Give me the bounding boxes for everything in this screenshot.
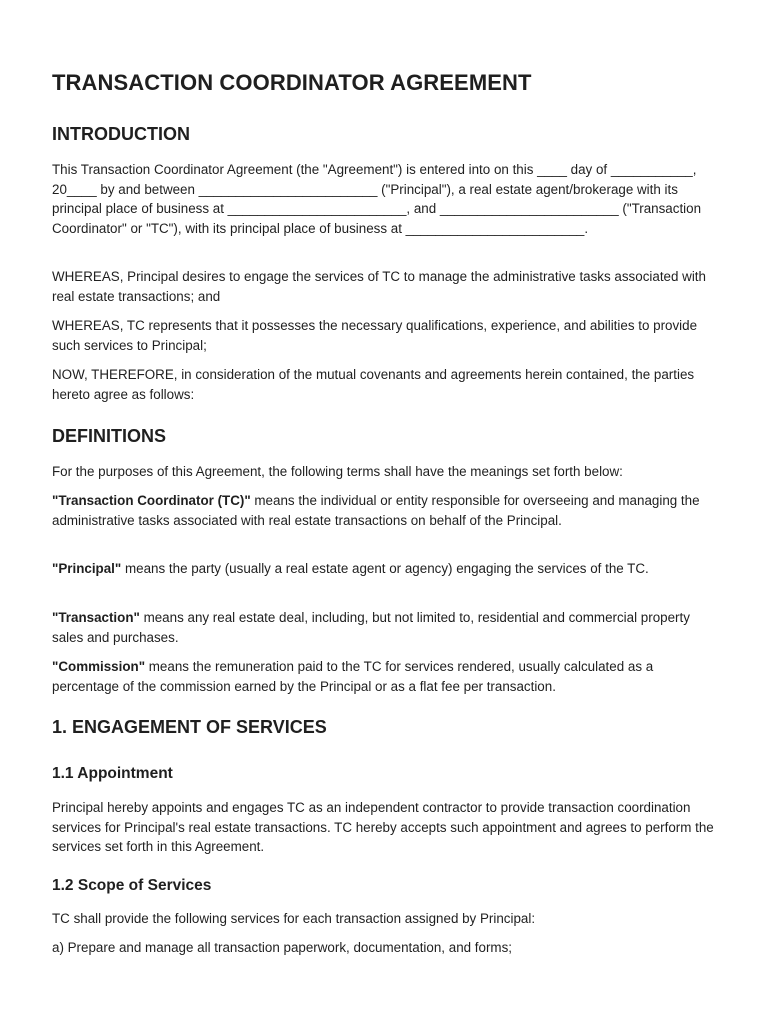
definition-text: means the remuneration paid to the TC for services rendered, usually calculated as a percentage of the commission earned by the Principal or as a flat fee per transaction.	[52, 659, 654, 694]
introduction-paragraph-3: WHEREAS, TC represents that it possesses the necessary qualifications, experience, and abilities to provide such services to Principal;	[52, 318, 698, 353]
section-1-2-heading: 1.2 Scope of Services	[52, 877, 212, 894]
introduction-heading: INTRODUCTION	[52, 124, 190, 144]
section-1-1-text: Principal hereby appoints and engages TC as an independent contractor to provide transaction coordination services for Principal's real estate transactions. TC hereby accepts such appointment and agrees to perform the services set forth in this Agreement.	[52, 800, 714, 855]
introduction-paragraph-2: WHEREAS, Principal desires to engage the services of TC to manage the administrative tasks associated with real estate transactions; and	[52, 269, 706, 304]
definition-transaction-coordinator	[52, 491, 720, 530]
definition-text: means any real estate deal, including, but not limited to, residential and commercial property sales and purchases.	[52, 610, 690, 645]
section-1-heading: 1. ENGAGEMENT OF SERVICES	[52, 717, 327, 737]
definition-commission	[52, 657, 720, 696]
document-title: TRANSACTION COORDINATOR AGREEMENT	[52, 70, 532, 95]
introduction-paragraph-1: This Transaction Coordinator Agreement (the "Agreement") is entered into on this ____ day of ___________, 20____ by and between ________________________ ("Principal"), a real estate agent/brokerage with its principal place of business at ________________________, and ________________________ ("Transaction Coordinator" or "TC"), with its principal place of business at ________________________.	[52, 162, 702, 236]
definition-term: "Transaction"	[52, 610, 140, 625]
definition-term: "Transaction Coordinator (TC)"	[52, 493, 251, 508]
section-1-2-text: TC shall provide the following services for each transaction assigned by Principal:	[52, 911, 536, 926]
definitions-intro: For the purposes of this Agreement, the following terms shall have the meanings set forth below:	[52, 464, 623, 479]
definitions-heading: DEFINITIONS	[52, 426, 167, 446]
definition-principal	[52, 559, 720, 579]
definition-term: "Commission"	[52, 659, 146, 674]
definition-term: "Principal"	[52, 561, 122, 576]
section-1-2-item-a: a) Prepare and manage all transaction paperwork, documentation, and forms;	[52, 940, 513, 955]
definition-text: means the individual or entity responsible for overseeing and managing the administrative tasks associated with real estate transactions on behalf of the Principal.	[52, 493, 700, 528]
definition-transaction	[52, 608, 720, 647]
section-1-1-heading: 1.1 Appointment	[52, 765, 173, 782]
definition-text: means the party (usually a real estate agent or agency) engaging the services of the TC.	[121, 561, 649, 576]
introduction-paragraph-4: NOW, THEREFORE, in consideration of the mutual covenants and agreements herein contained, the parties hereto agree as follows:	[52, 367, 695, 402]
